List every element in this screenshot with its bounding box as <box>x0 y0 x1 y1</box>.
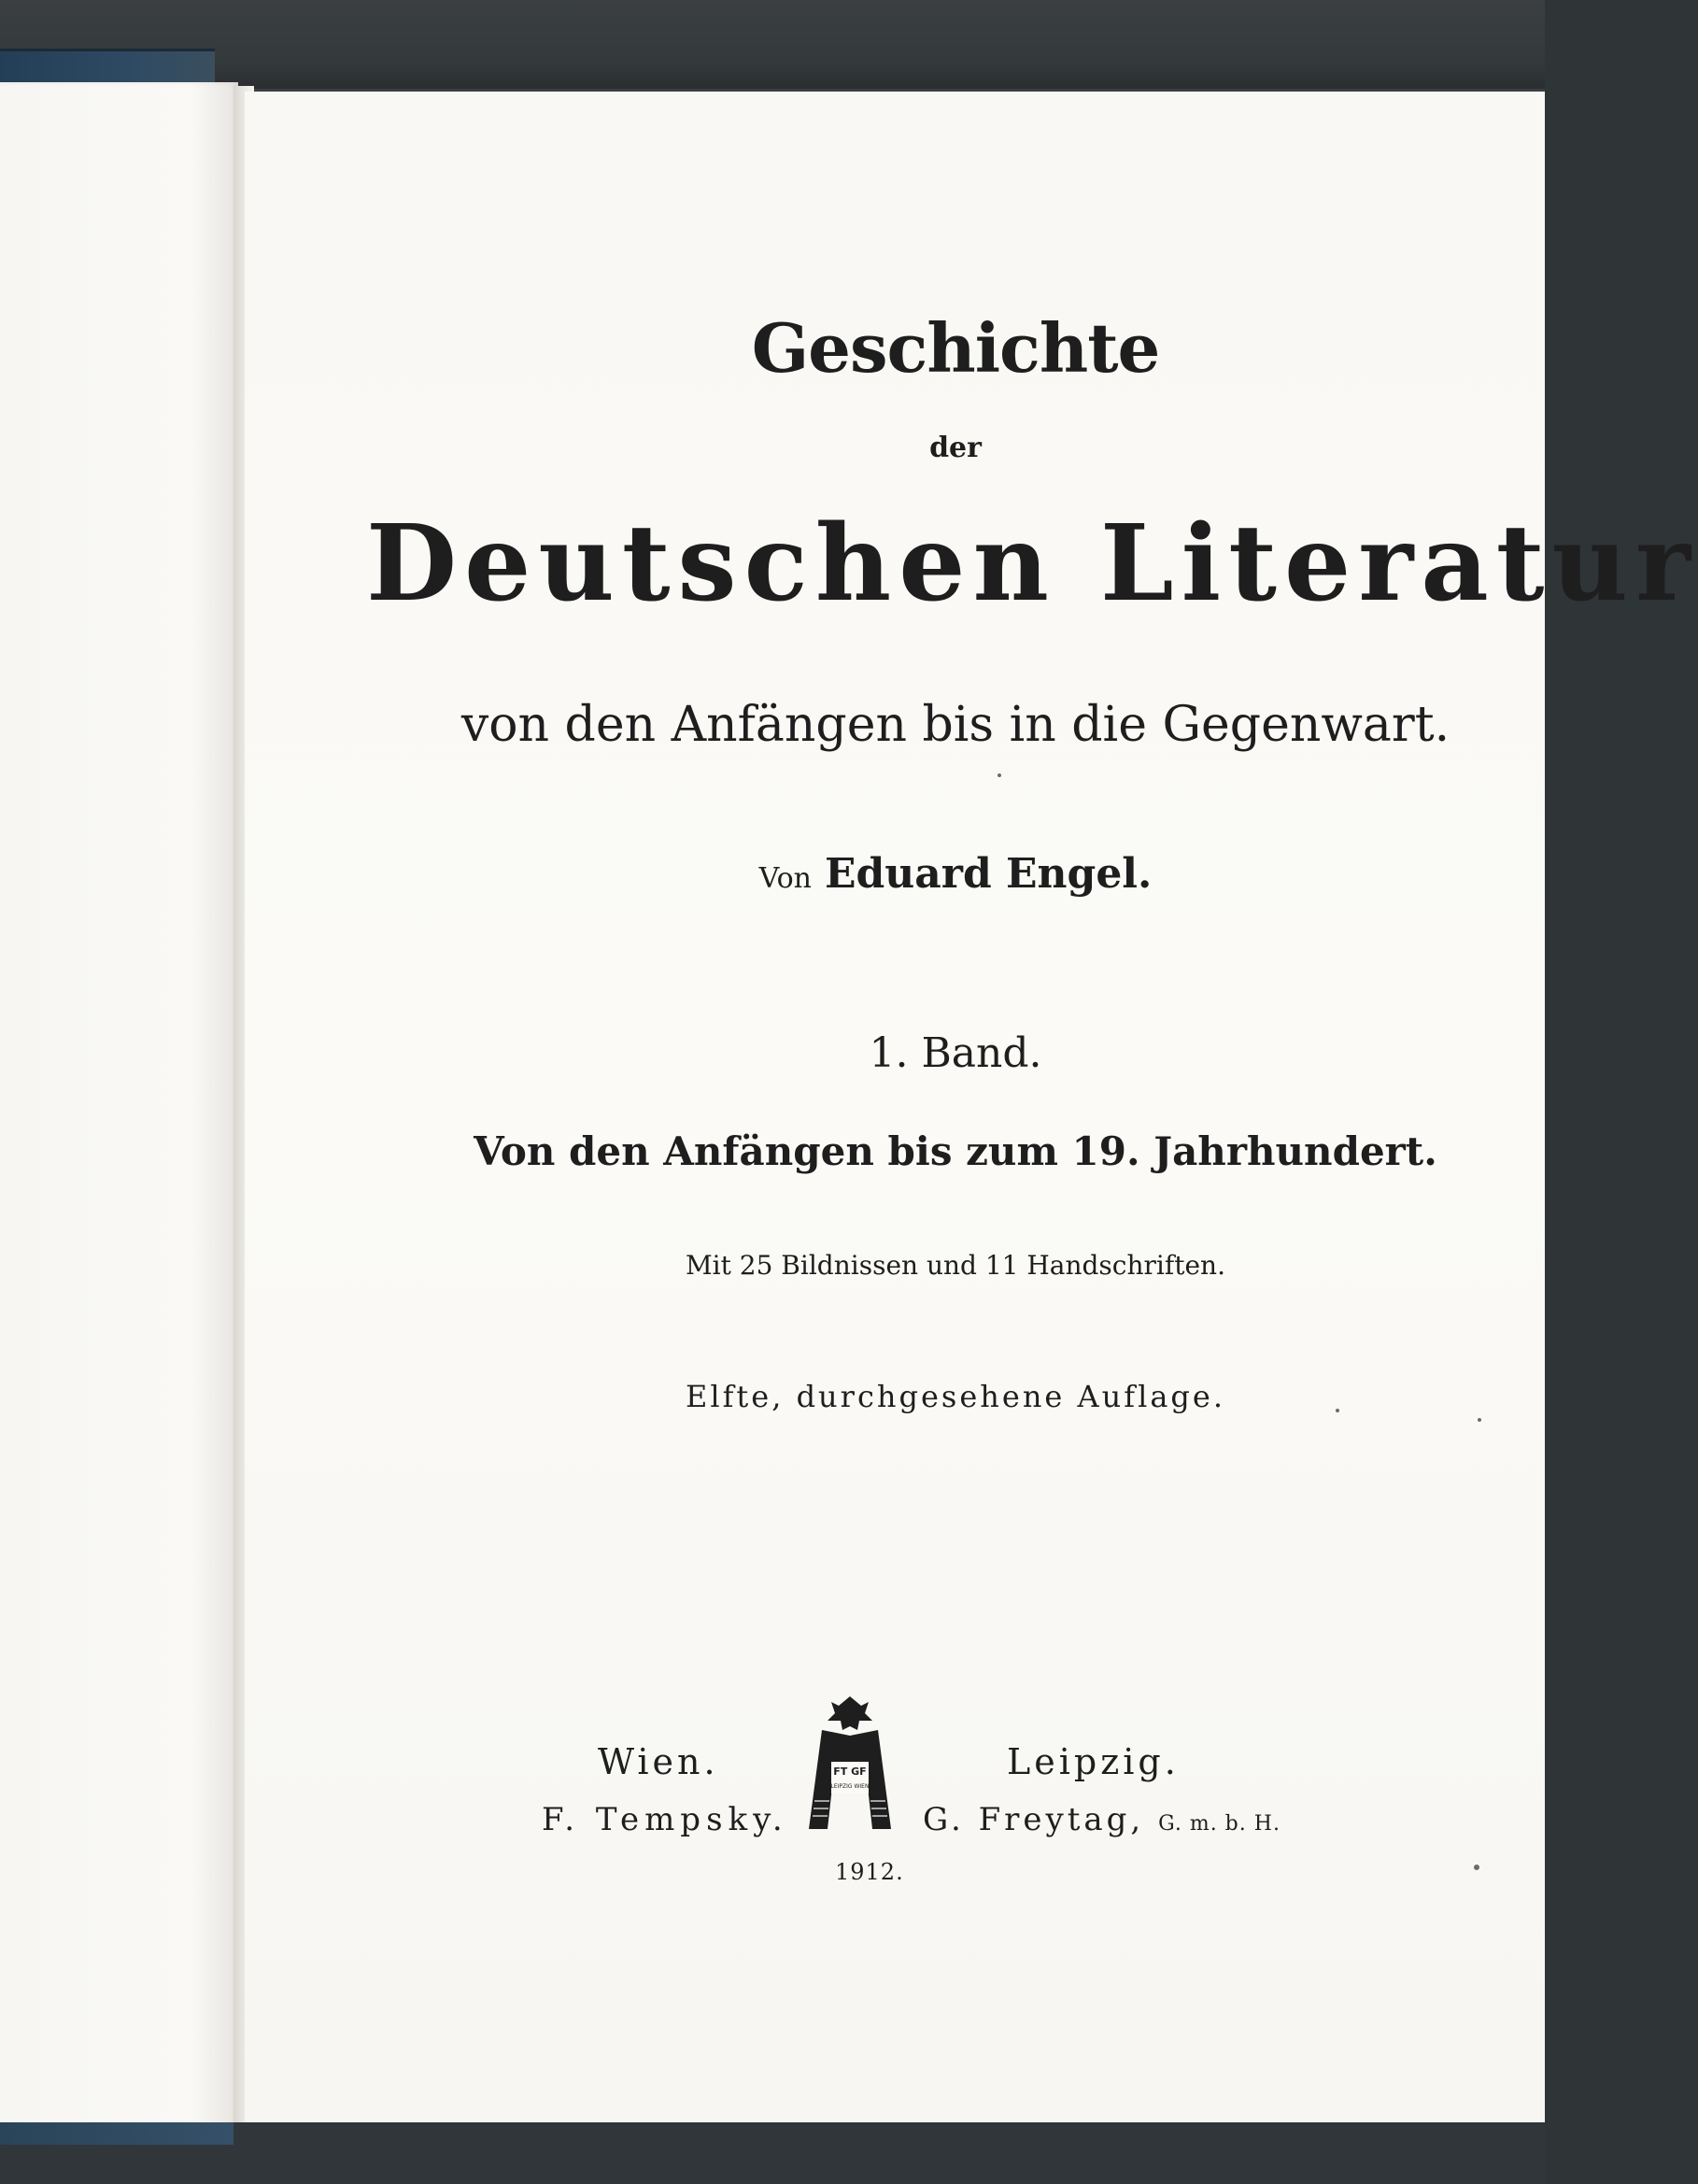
author-line <box>245 850 1545 898</box>
title-line-geschichte: Geschichte <box>751 308 1160 388</box>
author-prefix: Von <box>758 862 812 895</box>
logo-text-top: FT GF <box>833 1766 867 1778</box>
volume-number: 1. Band. <box>869 1029 1042 1077</box>
imprint-city-right: Leipzig. <box>1007 1741 1180 1782</box>
imprint-city-left: Wien. <box>598 1741 719 1782</box>
author-name: Eduard Engel. <box>824 850 1153 898</box>
title-page <box>245 92 1698 2124</box>
paper-speck <box>1474 1865 1479 1870</box>
paper-speck <box>998 773 1001 777</box>
title-line-der: der <box>929 432 982 464</box>
main-title: Deutschen Literatur <box>366 503 1698 625</box>
publisher-right-name: G. Freytag, <box>923 1801 1145 1838</box>
edition-note: Elfte, durchgesehene Auflage. <box>685 1379 1225 1414</box>
publisher-right-suffix: G. m. b. H. <box>1158 1812 1281 1836</box>
paper-speck <box>1336 1409 1339 1412</box>
publisher-emblem-icon <box>794 1689 906 1848</box>
logo-text-bottom: LEIPZIG WIEN <box>830 1783 870 1790</box>
book-top-edge <box>0 0 1545 89</box>
volume-range: Von den Anfängen bis zum 19. Jahrhundert. <box>474 1128 1437 1174</box>
illustrations-note: Mit 25 Bildnissen und 11 Handschriften. <box>686 1250 1225 1281</box>
imprint-publisher-left: F. Tempsky. <box>542 1801 788 1838</box>
imprint-year: 1912. <box>835 1859 904 1885</box>
cover-binding-bottom <box>0 2122 233 2145</box>
left-endpaper <box>0 82 238 2126</box>
paper-speck <box>1478 1418 1481 1422</box>
subtitle: von den Anfängen bis in die Gegenwart. <box>460 697 1450 753</box>
imprint-publisher-right <box>923 1801 1281 1838</box>
